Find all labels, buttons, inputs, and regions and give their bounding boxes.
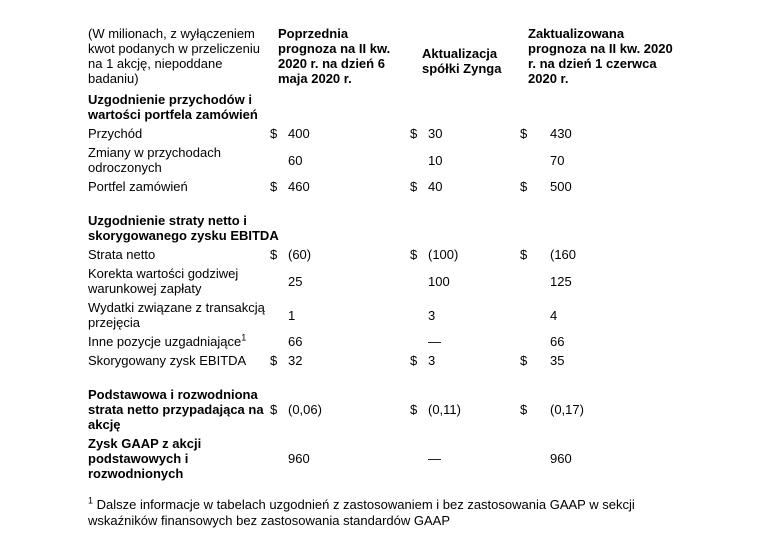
row-label: Zmiany w przychodach odroczonych [88,145,221,175]
updated-forecast-cell [520,274,700,289]
updated-forecast-column-header: Zaktualizowana prognoza na II kw. 2020 r. na dzień 1 czerwca 2020 r. [528,26,673,86]
updated-forecast-cell [520,126,700,141]
prev-forecast-cell [270,179,410,194]
zynga-update-cell [410,153,520,168]
zynga-update-cell [410,334,520,349]
zynga-update-cell [410,179,520,194]
row-label: Przychód [88,126,143,141]
currency-symbol: $ [410,179,418,194]
prev-forecast-cell [270,126,410,141]
currency-symbol: $ [520,247,528,262]
row-label: Portfel zamówień [88,179,188,194]
currency-symbol: $ [270,126,278,141]
zynga-update-cell [410,353,520,368]
prev-forecast-cell [270,353,410,368]
section-heading-revenue-bookings [88,92,781,122]
prev-forecast-cell [270,334,410,349]
cell-value: 66 [550,334,565,349]
row-label: Korekta wartości godziwej warunkowej zapłaty [88,266,239,296]
table-row-adjusted-ebitda [88,353,781,368]
units-note: (W milionach, z wyłączeniem kwot podanych w przeliczeniu na 1 akcję, niepoddane badaniu) [88,26,260,86]
footnote-text: Dalsze informacje w tabelach uzgodnień z zastosowaniem i bez zastosowania GAAP w sekcji wskaźników finansowych bez zastosowania standardów GAAP [88,497,635,528]
row-label: Wydatki związane z transakcją przejęcia [88,300,265,330]
cell-value: 1 [288,307,296,323]
currency-symbol: $ [270,179,278,194]
row-label: Strata netto [88,247,156,262]
cell-value: (160 [550,247,577,262]
table-row-acquisition-expenses [88,300,781,330]
cell-value: (0,06) [288,402,322,417]
currency-symbol: $ [410,402,418,417]
prev-forecast-cell [270,402,410,417]
zynga-update-cell [410,247,520,262]
cell-value: 35 [550,353,565,368]
cell-value: (0,17) [550,402,584,417]
cell-value: 66 [288,334,303,349]
zynga-update-column-header: Aktualizacja spółki Zynga [422,46,502,76]
zynga-update-cell [410,274,520,289]
prev-forecast-cell [270,451,410,466]
cell-value: (60) [288,247,312,262]
prev-forecast-column-header: Poprzednia prognoza na II kw. 2020 r. na dzień 6 maja 2020 r. [278,26,391,86]
cell-value: 70 [550,152,565,168]
section-heading-label: Uzgodnienie przychodów i wartości portfela zamówień [88,92,258,122]
row-label-text: Inne pozycje uzgadniające [88,334,242,349]
cell-value: 430 [550,126,572,141]
table-row-net-loss [88,247,781,262]
prev-forecast-cell [270,153,410,168]
cell-value: 32 [288,353,303,368]
cell-value: 960 [288,451,310,466]
zynga-update-cell [410,126,520,141]
table-header-row [88,26,781,86]
cell-value: 100 [428,273,450,289]
prev-forecast-cell [270,308,410,323]
footnote-superscript: 1 [88,495,94,506]
cell-value: 30 [428,126,443,141]
table-row-other-reconciling-items [88,334,781,349]
section-heading-net-loss-ebitda [88,213,781,243]
table-row-revenue [88,126,781,141]
updated-forecast-cell [520,451,700,466]
prev-forecast-cell [270,274,410,289]
cell-value: 3 [428,353,436,368]
footnote [88,497,700,528]
updated-forecast-cell [520,334,700,349]
section-heading-label: Uzgodnienie straty netto i skorygowanego zysku EBITDA [88,213,279,243]
zynga-update-cell [410,451,520,466]
currency-symbol: $ [410,353,418,368]
cell-value: 60 [288,152,303,168]
table-row-net-loss-per-share [88,387,781,432]
table-row-bookings [88,179,781,194]
row-label: Podstawowa i rozwodniona strata netto przypadająca na akcję [88,387,264,432]
cell-value: — [428,451,441,466]
updated-forecast-cell [520,353,700,368]
cell-value: 125 [550,273,572,289]
cell-value: 4 [550,307,558,323]
cell-value: 960 [550,451,572,466]
cell-value: — [428,334,441,349]
currency-symbol: $ [520,126,528,141]
currency-symbol: $ [270,353,278,368]
currency-symbol: $ [410,126,418,141]
row-label: Skorygowany zysk EBITDA [88,353,247,368]
footnote-reference: 1 [241,332,247,343]
currency-symbol: $ [270,247,278,262]
row-label: Zysk GAAP z akcji podstawowych i rozwodnionych [88,436,202,481]
updated-forecast-cell [520,247,700,262]
updated-forecast-cell [520,308,700,323]
currency-symbol: $ [410,247,418,262]
updated-forecast-cell [520,179,700,194]
section-gap [88,198,781,213]
section-gap [88,372,781,387]
prev-forecast-cell [270,247,410,262]
cell-value: 10 [428,152,443,168]
table-row-contingent-consideration [88,266,781,296]
updated-forecast-cell [520,153,700,168]
updated-forecast-cell [520,402,700,417]
currency-symbol: $ [520,402,528,417]
cell-value: 460 [288,179,310,194]
cell-value: 25 [288,273,303,289]
zynga-update-cell [410,308,520,323]
cell-value: 400 [288,126,310,141]
row-label [88,334,268,349]
cell-value: (0,11) [428,402,461,417]
cell-value: 3 [428,307,436,323]
currency-symbol: $ [520,179,528,194]
zynga-update-cell [410,402,520,417]
cell-value: 40 [428,179,443,194]
table-row-gaap-shares [88,436,781,481]
table-row-deferred-revenue-change [88,145,781,175]
currency-symbol: $ [270,402,278,417]
cell-value: (100) [428,247,459,262]
cell-value: 500 [550,179,572,194]
currency-symbol: $ [520,353,528,368]
